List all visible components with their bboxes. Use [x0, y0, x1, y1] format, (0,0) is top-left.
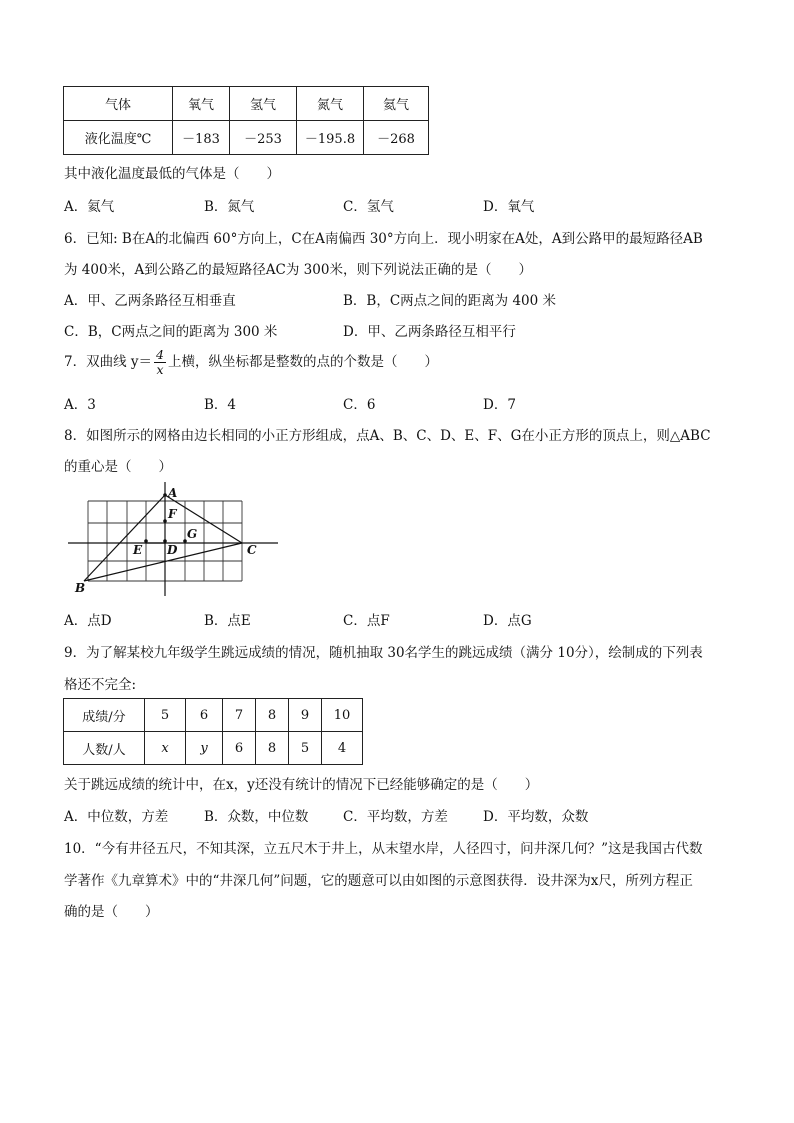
q8-option-a[interactable]: A．点D	[64, 613, 112, 629]
gas-table-header-cell: 氮气	[297, 87, 364, 121]
q7-fraction	[154, 348, 166, 377]
score-table	[63, 698, 363, 765]
q7-option-a[interactable]: A．3	[64, 397, 96, 413]
q7-option-d[interactable]: D．7	[483, 397, 516, 413]
gas-table	[63, 86, 429, 155]
score-table-header-cell: 5	[145, 699, 186, 732]
q7-suffix: 上横，纵坐标都是整数的点的个数是（ ）	[167, 354, 438, 370]
gas-table-cell: －253	[230, 121, 297, 155]
gas-table-header-cell: 氧气	[173, 87, 230, 121]
q7-line	[64, 348, 438, 377]
q5-option-d[interactable]: D．氧气	[483, 199, 535, 215]
q5-option-c[interactable]: C．氢气	[343, 199, 394, 215]
q8-label-g: G	[187, 527, 198, 541]
q7-option-b[interactable]: B．4	[204, 397, 237, 413]
q8-line-2: 的重心是（ ）	[64, 459, 172, 475]
score-table-cell: 人数/人	[64, 732, 145, 765]
q6-line-1: 6．已知: B在A的北偏西 60°方向上，C在A南偏西 30°方向上．现小明家在A处，A到公路甲的最短路径AB	[64, 231, 703, 247]
gas-table-header-cell: 氦气	[364, 87, 429, 121]
q8-option-b[interactable]: B．点E	[204, 613, 251, 629]
q8-label-d: D	[167, 543, 178, 557]
gas-table-cell: －195.8	[297, 121, 364, 155]
q9-option-d[interactable]: D．平均数，众数	[483, 809, 589, 825]
gas-table-cell: 液化温度℃	[64, 121, 173, 155]
q8-label-b: B	[75, 581, 86, 595]
q8-label-c: C	[247, 543, 257, 557]
q9-option-c[interactable]: C．平均数，方差	[343, 809, 448, 825]
q6-option-d[interactable]: D．甲、乙两条路径互相平行	[343, 324, 516, 340]
score-table-cell: 5	[289, 732, 322, 765]
q6-option-a[interactable]: A．甲、乙两条路径互相垂直	[64, 293, 236, 309]
q8-grid-figure	[60, 480, 285, 598]
q8-label-a: A	[168, 486, 178, 500]
q8-option-d[interactable]: D．点G	[483, 613, 532, 629]
q9-line-1: 9．为了解某校九年级学生跳远成绩的情况，随机抽取 30名学生的跳远成绩（满分 10分），绘制成的下列表	[64, 645, 703, 661]
score-table-header-cell: 成绩/分	[64, 699, 145, 732]
q7-prefix: 7．双曲线 y＝	[64, 354, 153, 370]
q7-fraction-denominator: x	[156, 362, 164, 377]
score-table-header-cell: 10	[322, 699, 363, 732]
q8-label-f: F	[168, 507, 177, 521]
q5-option-a[interactable]: A．氦气	[64, 199, 115, 215]
q10-line-2: 学著作《九章算术》中的“井深几何”问题，它的题意可以由如图的示意图获得．设井深为x尺，所列方程正	[64, 873, 693, 889]
q9-option-b[interactable]: B．众数，中位数	[204, 809, 309, 825]
q7-option-c[interactable]: C．6	[343, 397, 376, 413]
q6-option-b[interactable]: B．B，C两点之间的距离为 400 米	[343, 293, 557, 309]
score-table-header-cell: 6	[186, 699, 223, 732]
q9-line-2: 格还不完全:	[64, 677, 137, 693]
gas-table-cell: －183	[173, 121, 230, 155]
q10-line-1: 10．“今有井径五尺，不知其深，立五尺木于井上，从末望水岸，人径四寸，问井深几何？”这是我国古代数	[64, 841, 703, 857]
score-table-cell: x	[145, 732, 186, 765]
gas-table-header-cell: 气体	[64, 87, 173, 121]
q5-option-b[interactable]: B．氮气	[204, 199, 255, 215]
q7-fraction-numerator: 4	[156, 347, 164, 362]
q6-line-2: 为 400米，A到公路乙的最短路径AC为 300米，则下列说法正确的是（ ）	[64, 262, 532, 278]
score-table-cell: 6	[223, 732, 256, 765]
score-table-cell: y	[186, 732, 223, 765]
gas-table-header-cell: 氢气	[230, 87, 297, 121]
q9-option-a[interactable]: A．中位数，方差	[64, 809, 169, 825]
score-table-header-cell: 7	[223, 699, 256, 732]
q8-label-e: E	[133, 543, 143, 557]
gas-table-cell: －268	[364, 121, 429, 155]
score-table-cell: 4	[322, 732, 363, 765]
score-table-cell: 8	[256, 732, 289, 765]
q6-option-c[interactable]: C．B，C两点之间的距离为 300 米	[64, 324, 278, 340]
q5-question: 其中液化温度最低的气体是（ ）	[64, 166, 280, 182]
q8-option-c[interactable]: C．点F	[343, 613, 390, 629]
q10-line-3: 确的是（ ）	[64, 904, 159, 920]
score-table-header-cell: 8	[256, 699, 289, 732]
q8-line-1: 8．如图所示的网格由边长相同的小正方形组成，点A、B、C、D、E、F、G在小正方形的顶点上，则△ABC	[64, 428, 711, 444]
score-table-header-cell: 9	[289, 699, 322, 732]
q9-question: 关于跳远成绩的统计中，在x，y还没有统计的情况下已经能够确定的是（ ）	[64, 777, 539, 793]
